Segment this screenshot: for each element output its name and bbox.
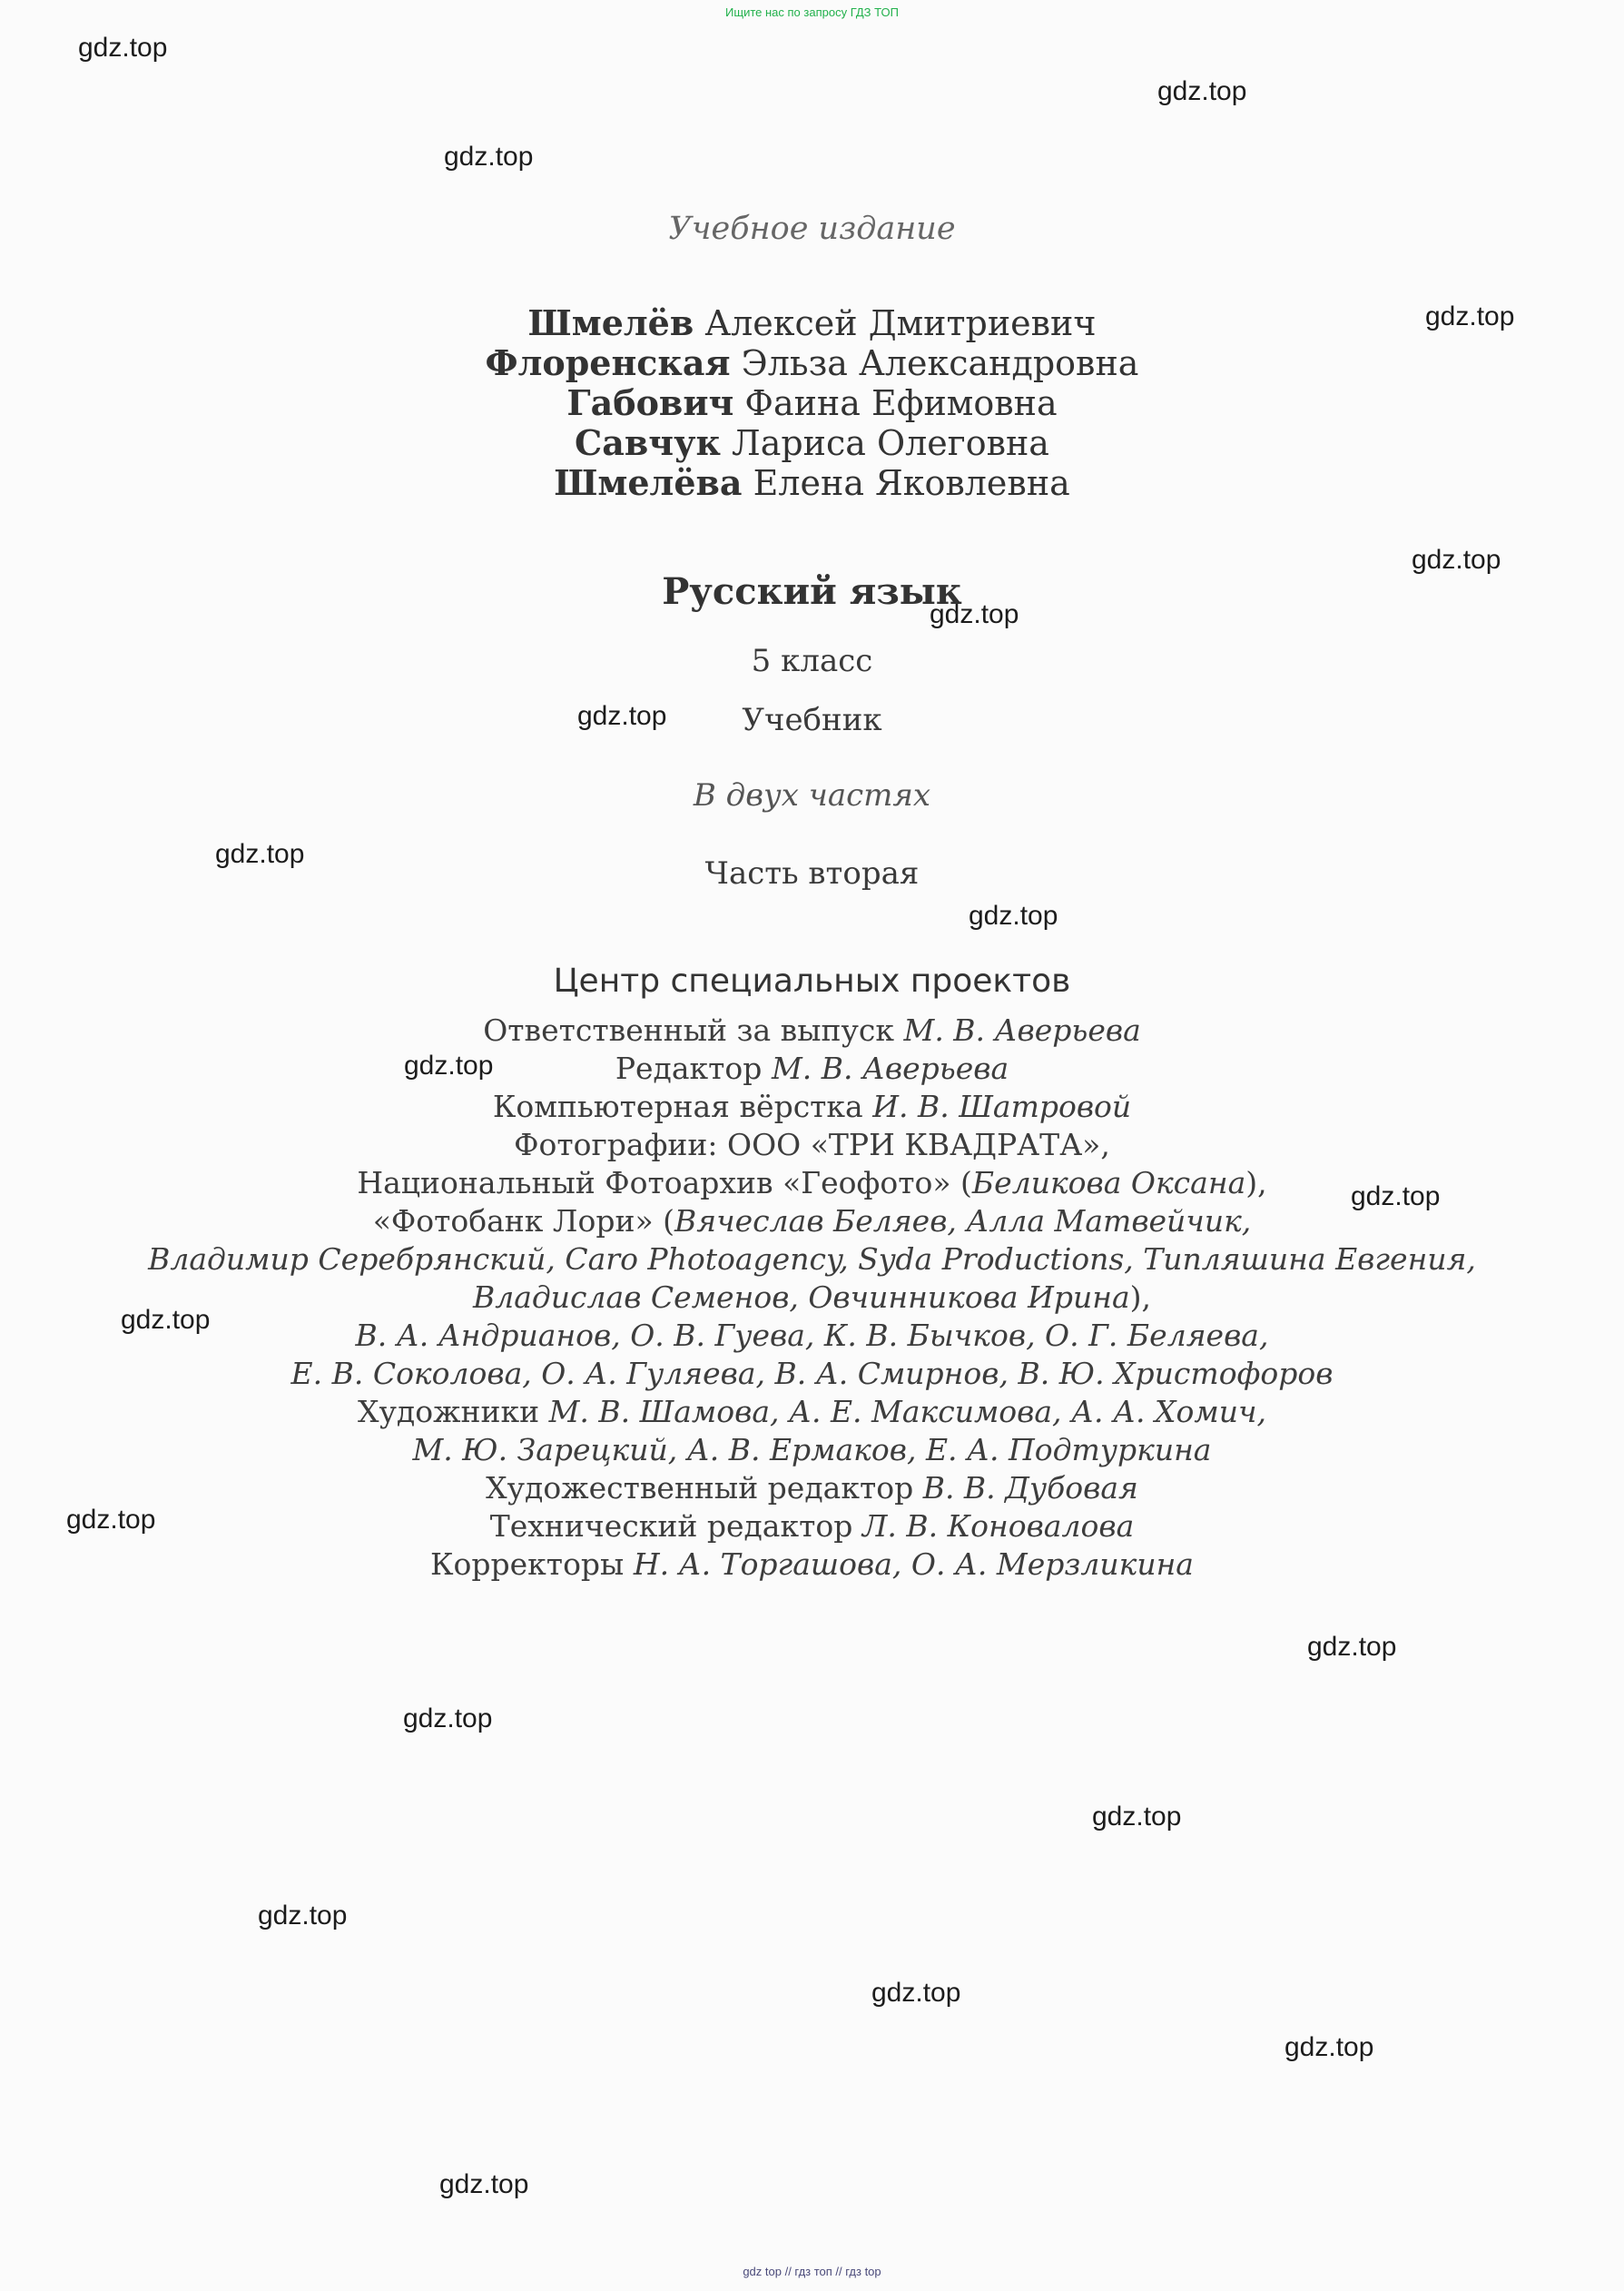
edition-type: Учебное издание — [668, 211, 956, 247]
author: Флоренская Эльза Александровна — [485, 342, 1139, 383]
watermark: gdz.top — [1284, 2032, 1374, 2062]
credit-artists: Художники М. В. Шамова, А. Е. Максимова, А. А. Хомич, — [358, 1394, 1266, 1429]
author: Шмелёв Алексей Дмитриевич — [527, 302, 1097, 343]
credit-artists-names: М. Ю. Зарецкий, А. В. Ермаков, Е. А. Подтуркина — [412, 1432, 1212, 1467]
author: Шмелёва Елена Яковлевна — [554, 462, 1070, 503]
watermark: gdz.top — [871, 1978, 961, 2008]
watermark: gdz.top — [404, 1051, 494, 1081]
credit-layout: Компьютерная вёрстка И. В. Шатровой — [492, 1089, 1132, 1124]
watermark: gdz.top — [1307, 1632, 1397, 1662]
watermark: gdz.top — [215, 839, 305, 869]
watermark: gdz.top — [258, 1901, 348, 1931]
parts-note: В двух частях — [693, 777, 931, 814]
credit-art-editor: Художественный редактор В. В. Дубовая — [486, 1470, 1138, 1506]
grade: 5 класс — [751, 643, 873, 679]
authors-block — [0, 303, 1624, 503]
credit-tech-editor: Технический редактор Л. В. Коновалова — [489, 1508, 1135, 1544]
watermark: gdz.top — [1092, 1802, 1182, 1832]
credit-photos-lori-end: Владислав Семенов, Овчинникова Ирина), — [472, 1279, 1152, 1315]
credits-block — [0, 1012, 1624, 1584]
watermark: gdz.top — [1157, 76, 1247, 106]
watermark: gdz.top — [1425, 301, 1515, 331]
credit-photos-lori-names: Владимир Серебрянский, Caro Photoagency, Syda Productions, Типляшина Евгения, — [148, 1241, 1476, 1277]
watermark: gdz.top — [1412, 545, 1501, 575]
credit-photographers: В. А. Андрианов, О. В. Гуева, К. В. Бычков, О. Г. Беляева, — [355, 1318, 1269, 1353]
credit-photos: Фотографии: ООО «ТРИ КВАДРАТА», — [514, 1127, 1110, 1162]
watermark: gdz.top — [1351, 1181, 1441, 1211]
watermark: gdz.top — [930, 599, 1019, 629]
part: Часть вторая — [704, 855, 920, 892]
credit-release: Ответственный за выпуск М. В. Аверьева — [483, 1012, 1141, 1048]
publisher-center: Центр специальных проектов — [553, 963, 1071, 1000]
credit-editor: Редактор М. В. Аверьева — [615, 1051, 1009, 1086]
watermark: gdz.top — [78, 33, 168, 63]
top-banner: Ищите нас по запросу ГДЗ ТОП — [725, 5, 899, 19]
book-title: Русский язык — [662, 570, 962, 613]
watermark: gdz.top — [439, 2169, 529, 2199]
bottom-banner: gdz top // гдз топ // гдз top — [743, 2265, 881, 2278]
credit-photos-lori: «Фотобанк Лори» (Вячеслав Беляев, Алла Матвейчик, — [372, 1203, 1252, 1239]
watermark: gdz.top — [403, 1703, 493, 1733]
credit-photos-geofoto: Национальный Фотоархив «Геофото» (Беликова Оксана), — [357, 1165, 1267, 1200]
watermark: gdz.top — [577, 701, 667, 731]
credit-proofreaders: Корректоры Н. А. Торгашова, О. А. Мерзликина — [430, 1546, 1194, 1582]
book-kind: Учебник — [742, 702, 882, 738]
author: Савчук Лариса Олеговна — [575, 422, 1049, 463]
author: Габович Фаина Ефимовна — [566, 382, 1058, 423]
watermark: gdz.top — [121, 1305, 211, 1335]
watermark: gdz.top — [969, 901, 1058, 931]
credit-photographers: Е. В. Соколова, О. А. Гуляева, В. А. Смирнов, В. Ю. Христофоров — [290, 1356, 1334, 1391]
watermark: gdz.top — [444, 142, 534, 172]
watermark: gdz.top — [66, 1505, 156, 1535]
